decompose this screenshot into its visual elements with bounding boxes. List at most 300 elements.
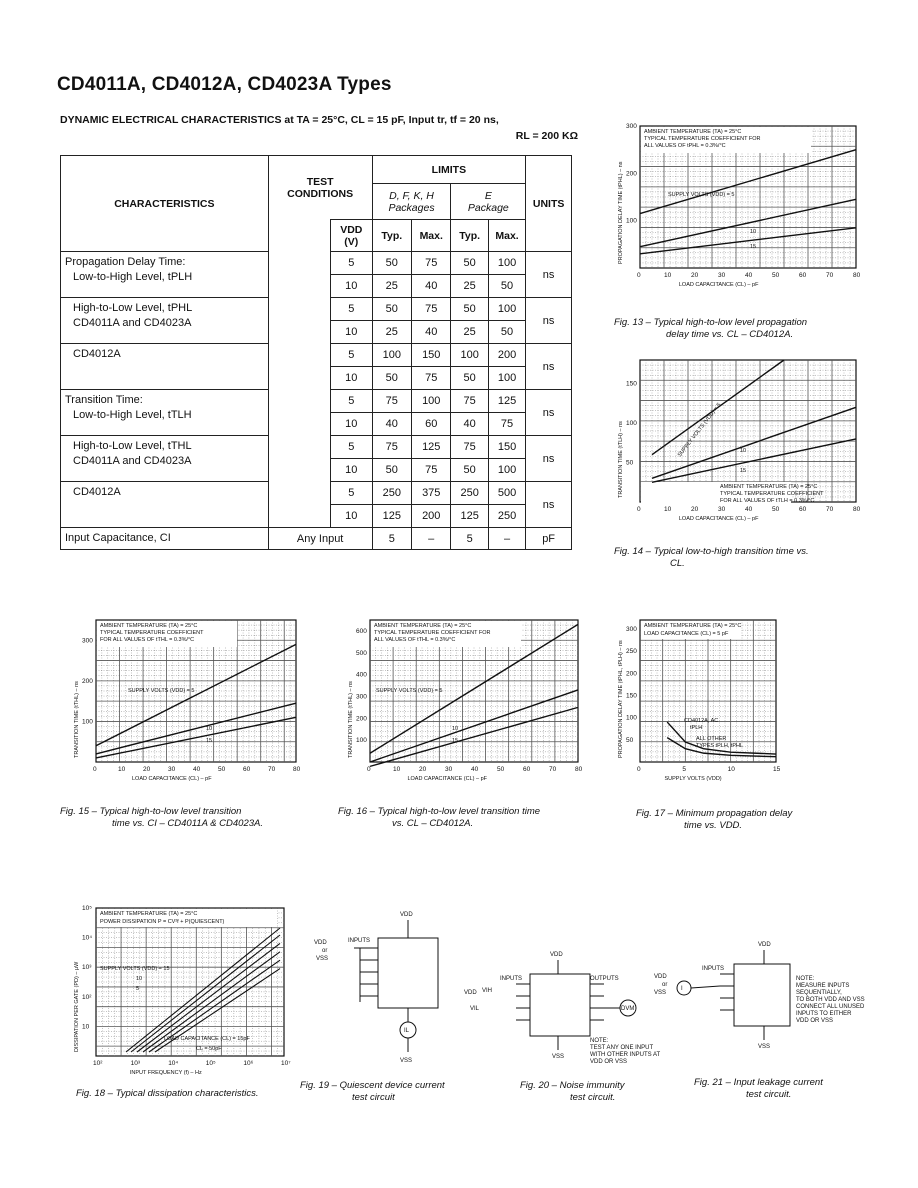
y-tick-label: 100 xyxy=(626,714,637,722)
limit-cell: 500 xyxy=(488,482,525,505)
characteristic-label-line2: CD4011A and CD4023A xyxy=(73,455,192,467)
characteristic-label xyxy=(61,390,269,436)
x-tick-label: 60 xyxy=(523,766,531,773)
table-subtitle xyxy=(60,112,578,144)
limit-cell: 25 xyxy=(451,321,488,344)
limit-cell: 150 xyxy=(412,344,451,367)
limit-cell: 100 xyxy=(451,344,488,367)
x-tick-label: 10 xyxy=(664,272,672,279)
y-tick-label: 600 xyxy=(356,627,367,635)
caption-fig21-line1: Fig. 21 – Input leakage current xyxy=(694,1077,823,1088)
x-tick-label: 20 xyxy=(691,272,699,279)
svg-text:INPUTS: INPUTS xyxy=(702,966,725,972)
chart-annotation: SUPPLY VOLTS (VDD) = 5 xyxy=(676,402,723,459)
svg-text:or: or xyxy=(662,982,668,988)
caption-fig20-line1: Fig. 20 – Noise immunity xyxy=(520,1080,625,1091)
chart-annotation: SUPPLY VOLTS (VDD) = 15 xyxy=(100,966,170,972)
y-tick-label: 300 xyxy=(356,693,367,701)
chart-annotation: ALL VALUES OF tTHL = 0.3%/°C xyxy=(374,637,456,643)
chart-annotation: LOAD CAPACITANCE (CL) = 15pF xyxy=(164,1036,250,1042)
x-tick-label: 30 xyxy=(718,506,726,513)
header-limits: LIMITS xyxy=(372,156,526,184)
test-condition-cell xyxy=(268,390,330,436)
characteristic-label-line1: CD4012A xyxy=(73,486,121,498)
characteristic-label xyxy=(61,436,269,482)
x-axis-label: INPUT FREQUENCY (f) – Hz xyxy=(129,1070,202,1076)
chart-annotation: SUPPLY VOLTS (VDD) = 5 xyxy=(376,688,443,694)
limit-cell: 100 xyxy=(488,367,525,390)
chart-annotation: 15 xyxy=(740,468,747,474)
caption-fig16 xyxy=(338,806,540,830)
caption-fig14 xyxy=(614,546,809,570)
caption-fig13-line1: Fig. 13 – Typical high-to-low level propagation xyxy=(614,317,808,328)
x-tick-label: 10⁷ xyxy=(281,1060,291,1067)
svg-text:VSS: VSS xyxy=(552,1054,565,1060)
limit-cell: 100 xyxy=(412,390,451,413)
header-max-2: Max. xyxy=(488,220,525,252)
x-tick-label: 10 xyxy=(727,766,735,773)
svg-text:or: or xyxy=(322,948,328,954)
characteristic-label xyxy=(61,252,269,298)
chart-annotation: LOAD CAPACITANCE (CL) = 5 pF xyxy=(644,631,729,637)
chart-fig14 xyxy=(600,352,860,537)
x-tick-label: 60 xyxy=(243,766,251,773)
chart-annotation: FOR ALL VALUES OF tTLH = 0.3%/°C xyxy=(720,498,815,504)
limit-cell: 100 xyxy=(488,298,525,321)
chart-annotation: AMBIENT TEMPERATURE (TA) = 25°C xyxy=(644,129,742,135)
characteristic-label-line1: Propagation Delay Time: xyxy=(65,256,186,268)
x-tick-label: 10⁵ xyxy=(205,1060,216,1067)
limit-cell: 50 xyxy=(372,367,411,390)
x-tick-label: 30 xyxy=(445,766,453,773)
fig16-svg xyxy=(330,612,582,792)
limit-cell: 75 xyxy=(451,390,488,413)
units-cell: ns xyxy=(526,482,572,528)
table-row xyxy=(61,482,572,505)
vdd-cell: 10 xyxy=(331,459,373,482)
x-tick-label: 80 xyxy=(293,766,301,773)
header-test: TEST xyxy=(306,175,334,188)
x-tick-label: 40 xyxy=(193,766,201,773)
header-conditions: CONDITIONS xyxy=(287,187,354,200)
vdd-cell: 10 xyxy=(331,367,373,390)
x-tick-label: 40 xyxy=(471,766,479,773)
header-typ-1: Typ. xyxy=(372,220,411,252)
limit-cell: 75 xyxy=(451,436,488,459)
x-tick-label: 10 xyxy=(664,506,672,513)
chart-annotation: 10 xyxy=(136,976,143,982)
x-tick-label: 0 xyxy=(637,272,641,279)
input-capacitance-typ2: 5 xyxy=(451,528,488,550)
y-tick-label: 300 xyxy=(626,625,637,633)
units-cell: ns xyxy=(526,436,572,482)
limit-cell: 200 xyxy=(412,505,451,528)
x-tick-label: 40 xyxy=(745,506,753,513)
units-cell: ns xyxy=(526,390,572,436)
characteristic-label xyxy=(61,298,269,344)
fig15-svg xyxy=(56,612,300,792)
svg-text:MEASURE INPUTS: MEASURE INPUTS xyxy=(796,983,850,989)
caption-fig19 xyxy=(300,1080,445,1104)
x-tick-label: 10² xyxy=(93,1060,103,1067)
chart-annotation: POWER DISSIPATION P = CV²f + P(QUIESCENT) xyxy=(100,919,225,925)
caption-fig15 xyxy=(60,806,263,830)
y-tick-label: 50 xyxy=(626,736,634,744)
y-axis-label: TRANSITION TIME (tTHL) – ns xyxy=(74,681,80,758)
limit-cell: 50 xyxy=(451,252,488,275)
x-tick-label: 30 xyxy=(718,272,726,279)
svg-text:TEST ANY ONE INPUT: TEST ANY ONE INPUT xyxy=(590,1045,654,1051)
x-tick-label: 10 xyxy=(393,766,401,773)
limit-cell: 50 xyxy=(372,252,411,275)
x-tick-label: 0 xyxy=(367,766,371,773)
y-tick-label: 500 xyxy=(356,649,367,657)
svg-text:VSS: VSS xyxy=(758,1044,771,1050)
x-tick-label: 10⁴ xyxy=(168,1060,179,1067)
header-pkg2-line1: E xyxy=(484,189,492,202)
chart-annotation: AMBIENT TEMPERATURE (TA) = 25°C xyxy=(100,623,198,629)
y-tick-label: 250 xyxy=(626,648,637,656)
characteristic-label-line2: Low-to-High Level, tPLH xyxy=(73,271,193,283)
y-tick-label: 50 xyxy=(626,459,634,467)
limit-cell: 25 xyxy=(372,275,411,298)
x-axis-label: LOAD CAPACITANCE (CL) – pF xyxy=(678,282,759,288)
caption-fig17-line1: Fig. 17 – Minimum propagation delay xyxy=(636,808,793,819)
input-capacitance-max2: – xyxy=(488,528,525,550)
test-condition-cell xyxy=(268,252,330,298)
limit-cell: 25 xyxy=(451,275,488,298)
limit-cell: 125 xyxy=(488,390,525,413)
header-characteristics: CHARACTERISTICS xyxy=(61,156,269,252)
chart-annotation: AMBIENT TEMPERATURE (TA) = 25°C xyxy=(100,911,198,917)
header-pkg2-line2: Package xyxy=(467,201,509,214)
x-tick-label: 50 xyxy=(772,506,780,513)
svg-text:VDD: VDD xyxy=(314,940,327,946)
svg-text:VIL: VIL xyxy=(470,1006,480,1012)
fig14-svg xyxy=(600,352,860,532)
chart-annotation: 10 xyxy=(206,726,213,732)
chart-annotation: TYPICAL TEMPERATURE COEFFICIENT xyxy=(100,630,204,636)
table-body xyxy=(61,252,572,528)
svg-text:SEQUENTIALLY,: SEQUENTIALLY, xyxy=(796,990,842,996)
table-row xyxy=(61,436,572,459)
limit-cell: 375 xyxy=(412,482,451,505)
svg-text:VDD: VDD xyxy=(550,952,563,958)
subtitle-line-2: RL = 200 KΩ xyxy=(515,130,578,142)
y-tick-label: 400 xyxy=(356,671,367,679)
x-tick-label: 60 xyxy=(799,272,807,279)
svg-text:INPUTS TO EITHER: INPUTS TO EITHER xyxy=(796,1011,852,1017)
y-axis-label: TRANSITION TIME (tTHL) – ns xyxy=(348,681,354,758)
vdd-cell: 5 xyxy=(331,436,373,459)
vdd-cell: 10 xyxy=(331,321,373,344)
input-capacitance-label: Input Capacitance, CI xyxy=(61,528,269,550)
y-tick-label: 200 xyxy=(82,677,93,685)
y-tick-label: 200 xyxy=(356,715,367,723)
limit-cell: 75 xyxy=(412,367,451,390)
fig17-svg xyxy=(600,612,780,792)
x-tick-label: 20 xyxy=(143,766,151,773)
limit-cell: 125 xyxy=(451,505,488,528)
limit-cell: 75 xyxy=(488,413,525,436)
caption-fig20-line2: test circuit. xyxy=(570,1092,616,1103)
caption-fig19-line1: Fig. 19 – Quiescent device current xyxy=(300,1080,445,1091)
page-title: CD4011A, CD4012A, CD4023A Types xyxy=(57,74,392,95)
y-tick-label: 200 xyxy=(626,170,637,178)
vdd-cell: 10 xyxy=(331,413,373,436)
header-package-e xyxy=(451,184,526,220)
svg-text:WITH OTHER INPUTS AT: WITH OTHER INPUTS AT xyxy=(590,1052,661,1058)
svg-text:NOTE:: NOTE: xyxy=(590,1038,609,1044)
vdd-cell: 10 xyxy=(331,505,373,528)
limit-cell: 50 xyxy=(451,459,488,482)
x-axis-label: SUPPLY VOLTS (VDD) xyxy=(664,776,722,782)
vdd-cell: 10 xyxy=(331,275,373,298)
svg-text:VDD: VDD xyxy=(758,942,771,948)
y-tick-label: 100 xyxy=(82,718,93,726)
y-tick-label: 150 xyxy=(626,692,637,700)
svg-text:VSS: VSS xyxy=(654,990,667,996)
y-tick-label: 10⁵ xyxy=(82,905,92,912)
table-row xyxy=(61,390,572,413)
limit-cell: 40 xyxy=(372,413,411,436)
y-axis-label: PROPAGATION DELAY TIME (tPHL) – ns xyxy=(618,161,624,264)
chart-annotation: AMBIENT TEMPERATURE (TA) = 25°C xyxy=(374,623,472,629)
circuit-fig19 xyxy=(308,904,418,1072)
caption-fig13-line2: delay time vs. CL – CD4012A. xyxy=(666,329,794,340)
limit-cell: 75 xyxy=(412,459,451,482)
circuit-fig21 xyxy=(650,936,880,1066)
x-tick-label: 40 xyxy=(745,272,753,279)
input-capacitance-max1: – xyxy=(412,528,451,550)
y-tick-label: 100 xyxy=(626,420,637,428)
header-vdd-unit: (V) xyxy=(344,235,359,248)
chart-annotation: TYPES tPLH, tPHL xyxy=(696,743,744,749)
caption-fig15-line1: Fig. 15 – Typical high-to-low level transition xyxy=(60,806,242,817)
chart-fig17 xyxy=(600,612,780,797)
x-tick-label: 50 xyxy=(218,766,226,773)
limit-cell: 125 xyxy=(372,505,411,528)
y-axis-label: PROPAGATION DELAY TIME (tPHL, tPLH) – ns xyxy=(618,640,624,758)
svg-text:VDD: VDD xyxy=(400,912,413,918)
svg-text:VSS: VSS xyxy=(316,956,329,962)
chart-annotation: TYPICAL TEMPERATURE COEFFICIENT FOR xyxy=(374,630,491,636)
caption-fig18 xyxy=(76,1088,259,1100)
x-tick-label: 50 xyxy=(497,766,505,773)
caption-fig17-line2: time vs. VDD. xyxy=(684,820,743,831)
y-axis-label: TRANSITION TIME (tTLH) – ns xyxy=(618,421,624,498)
caption-fig19-line2: test circuit xyxy=(352,1092,395,1103)
svg-text:VSS: VSS xyxy=(400,1058,413,1064)
characteristic-label-line1: High-to-Low Level, tPHL xyxy=(73,302,193,314)
chart-annotation: 15 xyxy=(750,244,757,250)
x-tick-label: 80 xyxy=(853,272,861,279)
chart-annotation: AMBIENT TEMPERATURE (TA) = 25°C xyxy=(720,484,818,490)
y-tick-label: 10³ xyxy=(82,964,92,972)
x-tick-label: 15 xyxy=(773,766,781,773)
characteristic-label-line1: CD4012A xyxy=(73,348,121,360)
svg-text:VDD: VDD xyxy=(464,990,477,996)
limit-cell: 250 xyxy=(451,482,488,505)
dynamic-characteristics-table xyxy=(60,155,572,550)
caption-fig14-line1: Fig. 14 – Typical low-to-high transition time vs. xyxy=(614,546,809,557)
limit-cell: 75 xyxy=(372,436,411,459)
x-tick-label: 20 xyxy=(419,766,427,773)
x-tick-label: 10 xyxy=(118,766,126,773)
vdd-cell: 5 xyxy=(331,344,373,367)
limit-cell: 50 xyxy=(488,321,525,344)
caption-fig16-line1: Fig. 16 – Typical high-to-low level transition time xyxy=(338,806,541,817)
header-max-1: Max. xyxy=(412,220,451,252)
characteristic-label-line1: Transition Time: xyxy=(65,394,143,406)
chart-fig18 xyxy=(56,900,291,1085)
svg-text:OUTPUTS: OUTPUTS xyxy=(590,976,619,982)
y-tick-label: 100 xyxy=(626,217,637,225)
caption-fig18-line1: Fig. 18 – Typical dissipation characteristics. xyxy=(76,1088,259,1099)
x-tick-label: 30 xyxy=(168,766,176,773)
vdd-cell: 5 xyxy=(331,390,373,413)
test-condition-cell xyxy=(268,482,330,528)
x-axis-label: LOAD CAPACITANCE (CL) – pF xyxy=(407,776,488,782)
input-capacitance-cond: Any Input xyxy=(268,528,372,550)
chart-annotation: 5 xyxy=(136,986,140,992)
x-tick-label: 50 xyxy=(772,272,780,279)
fig18-svg xyxy=(56,900,291,1080)
characteristic-label-line2: CD4011A and CD4023A xyxy=(73,317,192,329)
characteristic-label xyxy=(61,482,269,528)
caption-fig16-line2: vs. CL – CD4012A. xyxy=(392,818,474,829)
limit-cell: 40 xyxy=(451,413,488,436)
caption-fig21-line2: test circuit. xyxy=(746,1089,792,1100)
svg-text:VDD OR VSS: VDD OR VSS xyxy=(590,1059,628,1065)
svg-text:INPUTS: INPUTS xyxy=(500,976,523,982)
header-vdd xyxy=(331,220,373,252)
vdd-cell: 5 xyxy=(331,252,373,275)
test-condition-cell xyxy=(268,298,330,344)
table-row xyxy=(61,344,572,367)
limit-cell: 150 xyxy=(488,436,525,459)
caption-fig17 xyxy=(636,808,792,832)
limit-cell: 50 xyxy=(488,275,525,298)
svg-text:CONNECT ALL UNUSED: CONNECT ALL UNUSED xyxy=(796,1004,865,1010)
limit-cell: 100 xyxy=(372,344,411,367)
limit-cell: 60 xyxy=(412,413,451,436)
chart-annotation: ALL OTHER xyxy=(696,736,727,742)
limit-cell: 50 xyxy=(372,459,411,482)
chart-annotation: AMBIENT TEMPERATURE (TA) = 25°C xyxy=(644,623,742,629)
input-capacitance-units: pF xyxy=(526,528,572,550)
x-tick-label: 20 xyxy=(691,506,699,513)
limit-cell: 25 xyxy=(372,321,411,344)
header-test-conditions xyxy=(268,156,372,220)
x-tick-label: 10³ xyxy=(130,1060,141,1067)
header-units: UNITS xyxy=(526,156,572,252)
y-axis-label: DISSIPATION PER GATE (PD) – μW xyxy=(74,961,80,1052)
y-tick-label: 10⁴ xyxy=(82,934,93,942)
y-tick-label: 100 xyxy=(356,737,367,745)
limit-cell: 100 xyxy=(488,252,525,275)
header-typ-2: Typ. xyxy=(451,220,488,252)
x-axis-label: LOAD CAPACITANCE (CL) – pF xyxy=(678,516,759,522)
caption-fig15-line2: time vs. CI – CD4011A & CD4023A. xyxy=(112,818,264,829)
limit-cell: 40 xyxy=(412,275,451,298)
limit-cell: 250 xyxy=(372,482,411,505)
x-tick-label: 10⁶ xyxy=(243,1060,254,1067)
units-cell: ns xyxy=(526,344,572,390)
x-tick-label: 60 xyxy=(799,506,807,513)
svg-text:DVM: DVM xyxy=(621,1006,635,1012)
svg-text:TO BOTH VDD AND VSS: TO BOTH VDD AND VSS xyxy=(796,997,865,1003)
svg-text:VIH: VIH xyxy=(482,988,493,994)
y-tick-label: 10 xyxy=(82,1023,90,1031)
x-tick-label: 70 xyxy=(826,506,834,513)
limit-cell: 40 xyxy=(412,321,451,344)
characteristic-label xyxy=(61,344,269,390)
limit-cell: 50 xyxy=(451,367,488,390)
chart-annotation: 10 xyxy=(750,229,757,235)
chart-annotation: tPLH xyxy=(690,725,703,731)
svg-text:INPUTS: INPUTS xyxy=(348,938,371,944)
chart-annotation: 15 xyxy=(452,738,459,744)
caption-fig20 xyxy=(520,1080,625,1104)
chart-fig15 xyxy=(56,612,300,797)
svg-text:VDD: VDD xyxy=(654,974,667,980)
svg-text:I: I xyxy=(681,986,683,992)
header-vdd-label: VDD xyxy=(340,223,363,236)
caption-fig21 xyxy=(694,1077,823,1101)
chart-annotation: FOR ALL VALUES OF tTHL = 0.3%/°C xyxy=(100,637,195,643)
limit-cell: 125 xyxy=(412,436,451,459)
y-tick-label: 150 xyxy=(626,380,637,388)
table-row xyxy=(61,298,572,321)
x-tick-label: 0 xyxy=(93,766,97,773)
x-tick-label: 80 xyxy=(853,506,861,513)
chart-annotation: TYPICAL TEMPERATURE COEFFICIENT FOR xyxy=(644,136,761,142)
x-tick-label: 5 xyxy=(682,766,686,773)
vdd-cell: 5 xyxy=(331,482,373,505)
chart-fig16 xyxy=(330,612,582,797)
circuit-fig20 xyxy=(460,946,661,1076)
caption-fig13 xyxy=(614,317,807,341)
chart-annotation: SUPPLY VOLTS (VDD) = 5 xyxy=(668,192,735,198)
chart-annotation: CD4012A, AC xyxy=(684,718,719,724)
limit-cell: 250 xyxy=(488,505,525,528)
svg-text:NOTE:: NOTE: xyxy=(796,976,815,982)
limit-cell: 50 xyxy=(451,298,488,321)
vdd-cell: 5 xyxy=(331,298,373,321)
header-pkg1-line1: D, F, K, H xyxy=(389,189,434,202)
units-cell: ns xyxy=(526,298,572,344)
units-cell: ns xyxy=(526,252,572,298)
chart-annotation: CL = 50pF xyxy=(196,1046,222,1052)
limit-cell: 75 xyxy=(372,390,411,413)
test-condition-cell xyxy=(268,344,330,390)
x-tick-label: 70 xyxy=(268,766,276,773)
x-tick-label: 0 xyxy=(637,766,641,773)
header-package-dfkh xyxy=(372,184,451,220)
chart-annotation: SUPPLY VOLTS (VDD) = 5 xyxy=(128,688,195,694)
y-tick-label: 300 xyxy=(82,637,93,645)
x-tick-label: 0 xyxy=(637,506,641,513)
characteristic-label-line1: High-to-Low Level, tTHL xyxy=(73,440,192,452)
limit-cell: 200 xyxy=(488,344,525,367)
x-tick-label: 80 xyxy=(575,766,583,773)
x-axis-label: LOAD CAPACITANCE (CL) – pF xyxy=(132,776,212,782)
y-tick-label: 200 xyxy=(626,670,637,678)
header-pkg1-line2: Packages xyxy=(388,201,435,214)
input-capacitance-typ1: 5 xyxy=(372,528,411,550)
chart-annotation: 10 xyxy=(452,726,459,732)
